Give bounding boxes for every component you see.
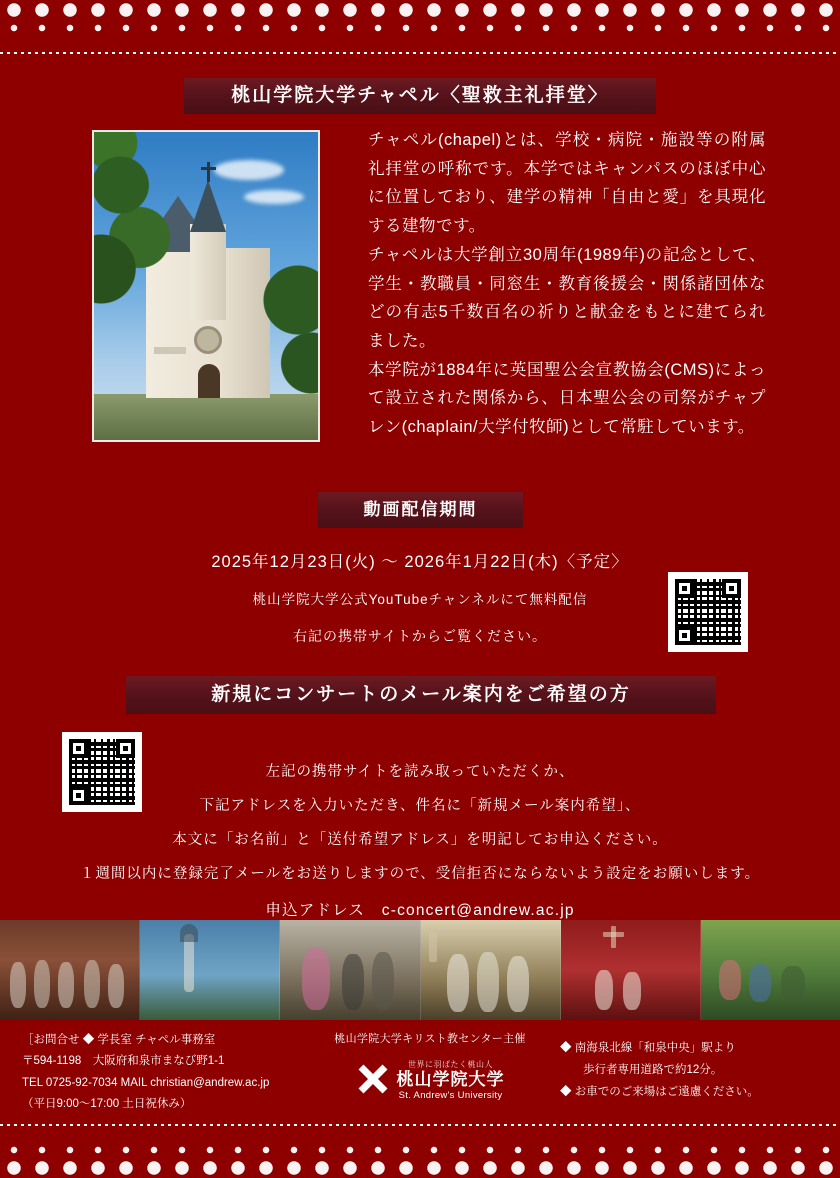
- footer-organizer-text: 桃山学院大学キリスト教センター主催: [334, 1033, 526, 1045]
- photo-tree-right: [244, 228, 320, 408]
- university-logo: [330, 1058, 530, 1101]
- photo-cross-icon: [201, 167, 216, 170]
- mail-instruction-line: １週間以内に登録完了メールをお送りしますので、受信拒否にならないよう設定をお願いします。: [79, 866, 761, 882]
- video-section-heading: 動画配信期間: [318, 492, 523, 528]
- mail-instruction-line: 下記アドレスを入力いただき、件名に「新規メール案内希望」、: [199, 798, 641, 814]
- mail-section-heading: 新規にコンサートのメール案内をご希望の方: [126, 676, 716, 714]
- footer-access-line: 歩行者専用道路で約12分。: [560, 1063, 723, 1076]
- footer-access-line: ◆ 南海泉北線「和泉中央」駅より: [560, 1042, 736, 1054]
- photo-door: [198, 364, 220, 398]
- chapel-exterior-photo: [92, 130, 320, 442]
- chapel-description-paragraph: 本学院が1884年に英国聖公会宣教協会(CMS)によって設立された関係から、日本聖公会の司祭がチャプレン(chaplain/大学付牧師)として常駐しています。: [368, 360, 766, 437]
- qr-code-video[interactable]: [668, 572, 748, 652]
- strip-photo-chapel-tower: [140, 920, 280, 1020]
- mail-instruction-line: 本文に「お名前」と「送付希望アドレス」を明記してお申込ください。: [172, 832, 668, 848]
- photo-strip: [0, 920, 840, 1020]
- strip-photo-choir: [0, 920, 140, 1020]
- logo-name-en: St. Andrew's University: [398, 1089, 503, 1101]
- footer-contact-line: TEL 0725-92-7034 MAIL christian@andrew.ac.jp: [22, 1076, 270, 1089]
- qr-code-pattern: [675, 579, 741, 645]
- footer-organizer-block: [330, 1030, 530, 1101]
- photo-tree-left: [92, 130, 178, 332]
- chapel-description: [368, 126, 766, 442]
- strip-photo-choir-robes: [421, 920, 561, 1020]
- footer-contact-line: ［お問合せ ◆ 学長室 チャペル事務室: [22, 1034, 216, 1046]
- lace-border-top: [0, 0, 840, 48]
- qr-finder-icon: [722, 579, 741, 598]
- mail-instruction-line: 左記の携帯サイトを読み取っていただくか、: [265, 764, 575, 780]
- qr-finder-icon: [116, 739, 135, 758]
- application-email-address[interactable]: 申込アドレス c-concert@andrew.ac.jp: [265, 902, 575, 919]
- photo-rose-window: [194, 326, 222, 354]
- photo-signboard: [154, 347, 186, 354]
- chapel-description-paragraph: チャペル(chapel)とは、学校・病院・施設等の附属礼拝堂の呼称です。本学ではキャンパスのほぼ中心に位置しており、建学の精神「自由と愛」を具現化する建物です。: [368, 131, 766, 236]
- footer: [0, 1028, 840, 1138]
- strip-photo-outdoor-activity: [701, 920, 840, 1020]
- photo-cloud: [244, 190, 304, 204]
- footer-access-block: [560, 1038, 828, 1104]
- lace-dotted-line-top: [0, 52, 840, 54]
- video-channel-text: 桃山学院大学公式YouTubeチャンネルにて無料配信: [252, 592, 588, 607]
- footer-contact-line: 〒594-1198 大阪府和泉市まなび野1-1: [22, 1055, 225, 1068]
- footer-contact-line: （平日9:00〜17:00 土日祝休み）: [22, 1097, 192, 1110]
- strip-photo-volunteer: [280, 920, 420, 1020]
- qr-finder-icon: [675, 579, 694, 598]
- logo-name-jp: 桃山学院大学: [396, 1070, 505, 1089]
- qr-finder-icon: [675, 626, 694, 645]
- photo-tower: [190, 224, 226, 320]
- footer-contact-block: [22, 1030, 342, 1115]
- logo-tagline: 世界に羽ばたく桃山人: [408, 1060, 493, 1069]
- strip-photo-chapel-altar: [561, 920, 701, 1020]
- video-period-text: 2025年12月23日(火) ～ 2026年1月22日(木)〈予定〉: [211, 553, 629, 571]
- photo-cloud: [214, 160, 284, 180]
- page-title: 桃山学院大学チャペル〈聖救主礼拝堂〉: [184, 78, 656, 114]
- photo-spire: [190, 180, 226, 232]
- footer-access-line: ◆ お車でのご来場はご遠慮ください。: [560, 1085, 759, 1098]
- video-note-text: 右記の携帯サイトからご覧ください。: [292, 628, 548, 644]
- qr-finder-icon: [69, 739, 88, 758]
- chapel-description-paragraph: チャペルは大学創立30周年(1989年)の記念として、学生・教職員・同窓生・教育後援会・関係諸団体などの有志5千数百名の祈りと献金をもとに建てられました。: [368, 245, 766, 350]
- photo-cross-icon: [207, 162, 210, 182]
- st-andrews-cross-icon: [356, 1062, 390, 1096]
